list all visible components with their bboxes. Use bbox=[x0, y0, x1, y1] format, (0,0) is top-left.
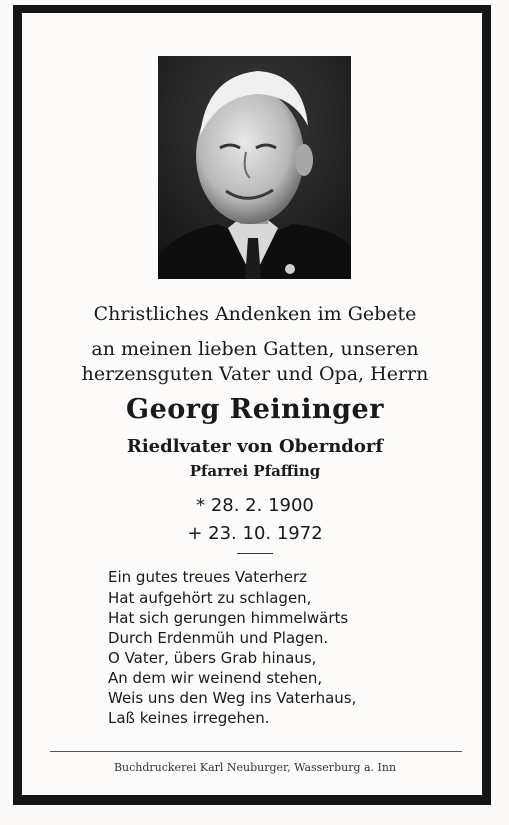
poem-line: Ein gutes treues Vaterherz bbox=[108, 568, 307, 586]
divider bbox=[237, 553, 273, 554]
portrait-image bbox=[158, 56, 351, 279]
parish: Pfarrei Pfaffing bbox=[189, 462, 321, 480]
death-date: + 23. 10. 1972 bbox=[187, 523, 323, 544]
poem-line: Hat aufgehört zu schlagen, bbox=[108, 589, 312, 607]
portrait-photo bbox=[158, 56, 351, 279]
deceased-name: Georg Reininger bbox=[126, 394, 384, 425]
footer-rule bbox=[50, 751, 462, 752]
poem-line: Durch Erdenmüh und Plagen. bbox=[108, 629, 329, 647]
poem-line: Laß keines irregehen. bbox=[108, 709, 270, 727]
intro-line-2: an meinen lieben Gatten, unseren bbox=[91, 338, 419, 360]
poem-line: O Vater, übers Grab hinaus, bbox=[108, 649, 317, 667]
poem-line: An dem wir weinend stehen, bbox=[108, 669, 323, 687]
printer-credit: Buchdruckerei Karl Neuburger, Wasserburg a. Inn bbox=[113, 761, 397, 774]
deceased-title: Riedlvater von Oberndorf bbox=[126, 436, 384, 457]
intro-line-3: herzensguten Vater und Opa, Herrn bbox=[81, 363, 429, 385]
birth-date: * 28. 2. 1900 bbox=[196, 495, 314, 516]
poem-line: Hat sich gerungen himmelwärts bbox=[108, 609, 349, 627]
intro-line-1: Christliches Andenken im Gebete bbox=[93, 303, 417, 325]
poem-line: Weis uns den Weg ins Vaterhaus, bbox=[108, 689, 357, 707]
